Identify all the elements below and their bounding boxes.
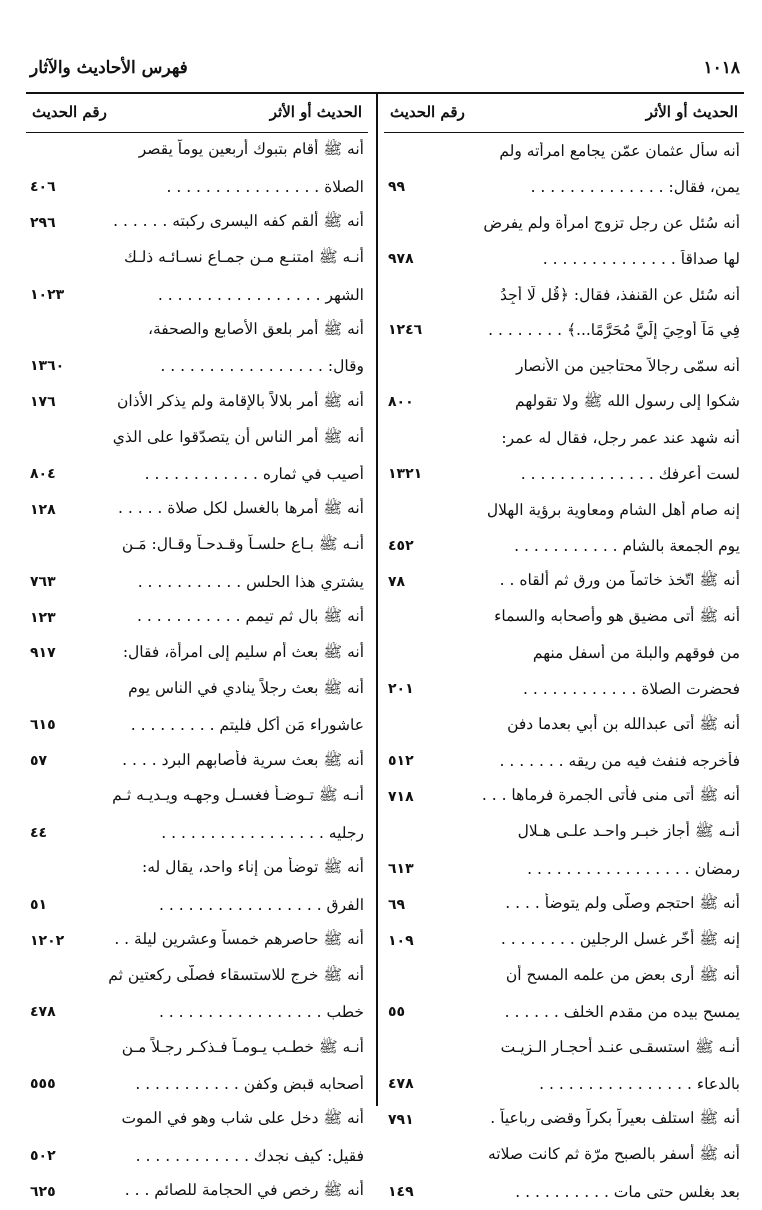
index-column-left bbox=[26, 92, 368, 1200]
hadith-number: ٥١ bbox=[30, 896, 48, 913]
index-line bbox=[30, 169, 364, 205]
entry-text: أنه ﷺ اتّخذ خاتماً من ورق ثم ألقاه . . bbox=[499, 571, 740, 590]
index-line bbox=[30, 851, 364, 887]
hadith-number: ٤٧٨ bbox=[30, 1004, 56, 1021]
entry-text: بالدعاء . . . . . . . . . . . . . . . . bbox=[539, 1075, 740, 1094]
entry-text: أنه ﷺ رخص في الحجامة للصائم . . . bbox=[124, 1181, 364, 1200]
hadith-number: ١٠٢٣ bbox=[30, 286, 65, 303]
hadith-number: ٦٢٥ bbox=[30, 1183, 56, 1200]
hadith-number: ٦١٣ bbox=[388, 860, 414, 877]
heading-hadith: الحديث أو الأثر bbox=[645, 103, 738, 121]
hadith-number: ٧٩١ bbox=[388, 1111, 414, 1128]
index-line bbox=[388, 1138, 740, 1174]
entry-text: أنه سُئل عن رجل تزوج امرأة ولم يفرض bbox=[483, 213, 740, 232]
index-line bbox=[30, 348, 364, 384]
index-line bbox=[30, 815, 364, 851]
index-line bbox=[388, 815, 740, 851]
index-line bbox=[388, 420, 740, 456]
index-line bbox=[388, 779, 740, 815]
hadith-number: ١٤٩ bbox=[388, 1183, 414, 1200]
entry-text: أنه ﷺ أمر بلالاً بالإقامة ولم يذكر الأذان bbox=[117, 391, 364, 410]
hadith-number: ١٢٠٢ bbox=[30, 932, 65, 949]
index-line bbox=[30, 1138, 364, 1174]
index-line bbox=[388, 923, 740, 959]
entry-text: يوم الجمعة بالشام . . . . . . . . . . . bbox=[514, 536, 740, 555]
index-line bbox=[388, 994, 740, 1030]
column-divider bbox=[376, 92, 378, 1106]
index-line bbox=[388, 851, 740, 887]
hadith-number: ١٢٤٦ bbox=[388, 322, 423, 339]
hadith-number: ٧١٨ bbox=[388, 788, 414, 805]
index-line bbox=[388, 564, 740, 600]
hadith-number: ٧٨ bbox=[388, 573, 406, 590]
index-line bbox=[388, 600, 740, 636]
hadith-number: ٤٧٨ bbox=[388, 1076, 414, 1093]
index-line bbox=[30, 384, 364, 420]
entry-text: أنه ﷺ بعث سرية فأصابهم البرد . . . . bbox=[122, 750, 364, 769]
entry-text: رمضان . . . . . . . . . . . . . . . . . bbox=[527, 859, 740, 878]
index-line bbox=[388, 348, 740, 384]
entry-text: أنه شهد عند عمر رجل، فقال له عمر: bbox=[501, 429, 740, 448]
index-line bbox=[388, 241, 740, 277]
entry-text: أنه ﷺ دخل على شاب وهو في الموت bbox=[121, 1109, 364, 1128]
index-line bbox=[30, 887, 364, 923]
index-line bbox=[388, 887, 740, 923]
index-line bbox=[30, 564, 364, 600]
index-column-right bbox=[384, 92, 744, 1201]
index-line bbox=[388, 277, 740, 313]
entry-text: عاشوراء مَن أكل فليتم . . . . . . . . . bbox=[130, 716, 364, 735]
index-line bbox=[30, 1174, 364, 1210]
entry-text: فحضرت الصلاة . . . . . . . . . . . . bbox=[522, 680, 740, 699]
entry-text: خطب . . . . . . . . . . . . . . . . . bbox=[158, 1003, 364, 1022]
entry-text: أنه ﷺ ألقم كفه اليسرى ركبته . . . . . . bbox=[113, 212, 364, 231]
hadith-number: ٥١٢ bbox=[388, 753, 414, 770]
entry-text: أنه ﷺ أمر بلعق الأصابع والصحفة، bbox=[147, 319, 364, 338]
index-line bbox=[388, 456, 740, 492]
index-line bbox=[388, 205, 740, 241]
index-line bbox=[30, 277, 364, 313]
hadith-number: ١٠٩ bbox=[388, 932, 414, 949]
column-heading bbox=[26, 92, 368, 133]
index-line bbox=[388, 1174, 740, 1210]
hadith-number: ٢٠١ bbox=[388, 681, 414, 698]
hadith-number: ٨٠٤ bbox=[30, 465, 56, 482]
hadith-number: ٥٥ bbox=[388, 1004, 406, 1021]
entry-text: لها صداقاً . . . . . . . . . . . . . . bbox=[542, 249, 740, 268]
entry-text: فِي مَآ أُوحِيَ إِلَيَّ مُحَرَّمًا...﴾ . . . . . . . . bbox=[488, 321, 740, 340]
entry-text: إنه صام أهل الشام ومعاوية برؤية الهلال bbox=[486, 500, 740, 519]
hadith-number: ٢٩٦ bbox=[30, 214, 56, 231]
entry-text: شكوا إلى رسول الله ﷺ ولا تقولهم bbox=[515, 391, 740, 410]
entry-text: أنه سمّى رجالاً محتاجين من الأنصار bbox=[515, 357, 740, 376]
entry-text: أنه ﷺ أمر الناس أن يتصدّقوا على الذي bbox=[112, 427, 364, 446]
index-line bbox=[30, 241, 364, 277]
entry-text: أنه ﷺ توضأ من إناء واحد، يقال له: bbox=[142, 858, 364, 877]
index-line bbox=[30, 312, 364, 348]
index-line bbox=[30, 456, 364, 492]
hadith-number: ٩٧٨ bbox=[388, 250, 414, 267]
index-line bbox=[388, 635, 740, 671]
hadith-number: ١٣٦٠ bbox=[30, 358, 65, 375]
index-line bbox=[388, 312, 740, 348]
hadith-number: ٦١٥ bbox=[30, 717, 56, 734]
index-line bbox=[388, 169, 740, 205]
entry-text: أنه ﷺ استلف بعيراً بكراً وقضى رباعياً . bbox=[490, 1109, 740, 1128]
entry-text: الفرق . . . . . . . . . . . . . . . . . bbox=[159, 895, 364, 914]
index-line bbox=[30, 205, 364, 241]
entry-text: أصيب في ثماره . . . . . . . . . . . . bbox=[144, 464, 364, 483]
entry-text: يمسح بيده من مقدم الخلف . . . . . . bbox=[504, 1003, 740, 1022]
hadith-number: ٤٠٦ bbox=[30, 178, 56, 195]
index-line bbox=[30, 923, 364, 959]
entry-text: أنـه ﷺ امتنـع مـن جمـاع نسـائـه ذلـك bbox=[123, 248, 364, 267]
column-heading bbox=[384, 92, 744, 133]
entry-text: أنه ﷺ أسفر بالصبح مرّة ثم كانت صلاته bbox=[488, 1145, 740, 1164]
index-line bbox=[30, 528, 364, 564]
entry-text: وقال: . . . . . . . . . . . . . . . . . bbox=[160, 357, 364, 376]
index-line bbox=[30, 600, 364, 636]
index-line bbox=[388, 743, 740, 779]
entry-text: من فوقهم والبلة من أسفل منهم bbox=[532, 644, 740, 663]
entry-text: أنـه ﷺ استسقـى عنـد أحجـار الـزيـت bbox=[500, 1037, 740, 1056]
index-line bbox=[388, 707, 740, 743]
page-number: ١٠١٨ bbox=[703, 58, 740, 78]
entry-text: لست أعرفك . . . . . . . . . . . . . . bbox=[520, 464, 740, 483]
hadith-number: ٧٦٣ bbox=[30, 573, 56, 590]
hadith-number: ٩٩ bbox=[388, 178, 406, 195]
entry-text: إنه ﷺ أخّر غسل الرجلين . . . . . . . . bbox=[500, 930, 740, 949]
entry-text: يمن، فقال: . . . . . . . . . . . . . . bbox=[530, 177, 740, 196]
entry-lines bbox=[26, 133, 368, 1210]
entry-text: أنـه ﷺ أجاز خبـر واحـد علـى هـلال bbox=[517, 822, 740, 841]
entry-text: أنه ﷺ أتى مضيق هو وأصحابه والسماء bbox=[494, 607, 740, 626]
entry-text: بعد بغلس حتى مات . . . . . . . . . . bbox=[515, 1182, 740, 1201]
index-line bbox=[30, 1102, 364, 1138]
hadith-number: ٦٩ bbox=[388, 896, 406, 913]
entry-text: أنه ﷺ أرى بعض من علمه المسح أن bbox=[505, 965, 740, 984]
entry-text: الصلاة . . . . . . . . . . . . . . . . bbox=[166, 177, 364, 196]
hadith-number: ٥٧ bbox=[30, 753, 48, 770]
hadith-number: ٤٤ bbox=[30, 824, 48, 841]
index-line bbox=[30, 743, 364, 779]
index-line bbox=[388, 528, 740, 564]
index-line bbox=[388, 1066, 740, 1102]
entry-text: أنه ﷺ أتى منى فأتى الجمرة فرماها . . . bbox=[481, 786, 740, 805]
entry-text: أنه ﷺ بال ثم تيمم . . . . . . . . . . . bbox=[137, 607, 364, 626]
index-line bbox=[30, 635, 364, 671]
index-line bbox=[30, 1066, 364, 1102]
entry-text: يشتري هذا الحلس . . . . . . . . . . . bbox=[137, 572, 364, 591]
entry-text: أنه سُئل عن القنفذ، فقال: ﴿قُل لَّا أَجِدُ bbox=[500, 285, 740, 304]
index-line bbox=[388, 1030, 740, 1066]
heading-hadith: الحديث أو الأثر bbox=[269, 103, 362, 121]
hadith-number: ١٧٦ bbox=[30, 394, 56, 411]
hadith-number: ٥٠٢ bbox=[30, 1147, 56, 1164]
heading-number: رقم الحديث bbox=[390, 103, 465, 121]
index-line bbox=[30, 1030, 364, 1066]
index-line bbox=[30, 994, 364, 1030]
entry-text: أنه سأل عثمان عمّن يجامع امرأته ولم bbox=[499, 141, 740, 160]
heading-number: رقم الحديث bbox=[32, 103, 107, 121]
entry-text: أنه ﷺ احتجم وصلّى ولم يتوضأ . . . . bbox=[505, 894, 740, 913]
hadith-number: ١٢٨ bbox=[30, 501, 56, 518]
running-title: فهرس الأحاديث والآثار bbox=[30, 58, 188, 78]
hadith-number: ٤٥٢ bbox=[388, 537, 414, 554]
index-line bbox=[30, 133, 364, 169]
index-line bbox=[388, 492, 740, 528]
entry-text: رجليه . . . . . . . . . . . . . . . . . bbox=[161, 823, 364, 842]
entry-text: أنه ﷺ حاصرهم خمساً وعشرين ليلة . . bbox=[114, 930, 364, 949]
index-line bbox=[30, 958, 364, 994]
hadith-number: ١٢٣ bbox=[30, 609, 56, 626]
hadith-number: ٩١٧ bbox=[30, 645, 56, 662]
index-line bbox=[30, 420, 364, 456]
entry-text: أنه ﷺ أقام بتبوك أربعين يوماً يقصر bbox=[138, 140, 364, 159]
index-line bbox=[388, 1102, 740, 1138]
entry-text: فقيل: كيف نجدك . . . . . . . . . . . . bbox=[135, 1146, 364, 1165]
entry-text: أصحابه قبض وكفن . . . . . . . . . . . bbox=[135, 1075, 364, 1094]
entry-text: أنـه ﷺ تـوضـأ فغسـل وجهـه ويـديـه ثـم bbox=[112, 786, 364, 805]
index-line bbox=[30, 779, 364, 815]
index-line bbox=[30, 707, 364, 743]
hadith-number: ٥٥٥ bbox=[30, 1076, 56, 1093]
index-line bbox=[388, 671, 740, 707]
hadith-number: ٨٠٠ bbox=[388, 394, 414, 411]
entry-text: أنـه ﷺ بـاع حلسـاً وقـدحـاً وقـال: مَـن bbox=[121, 535, 364, 554]
entry-text: أنـه ﷺ خطـب يـومـاً فـذكـر رجـلاً مـن bbox=[121, 1037, 364, 1056]
index-line bbox=[388, 133, 740, 169]
index-line bbox=[388, 958, 740, 994]
entry-text: أنه ﷺ خرج للاستسقاء فصلّى ركعتين ثم bbox=[108, 965, 364, 984]
entry-text: فأخرجه فنفث فيه من ريقه . . . . . . . bbox=[499, 752, 740, 771]
entry-text: أنه ﷺ بعث أم سليم إلى امرأة، فقال: bbox=[122, 642, 364, 661]
index-line bbox=[388, 384, 740, 420]
index-line bbox=[30, 492, 364, 528]
entry-text: أنه ﷺ أتى عبدالله بن أبي بعدما دفن bbox=[507, 714, 740, 733]
hadith-number: ١٣٢١ bbox=[388, 465, 423, 482]
entry-text: الشهر . . . . . . . . . . . . . . . . . bbox=[157, 285, 364, 304]
entry-lines bbox=[384, 133, 744, 1210]
entry-text: أنه ﷺ بعث رجلاً ينادي في الناس يوم bbox=[128, 678, 364, 697]
index-line bbox=[30, 671, 364, 707]
entry-text: أنه ﷺ أمرها بالغسل لكل صلاة . . . . . bbox=[118, 499, 364, 518]
